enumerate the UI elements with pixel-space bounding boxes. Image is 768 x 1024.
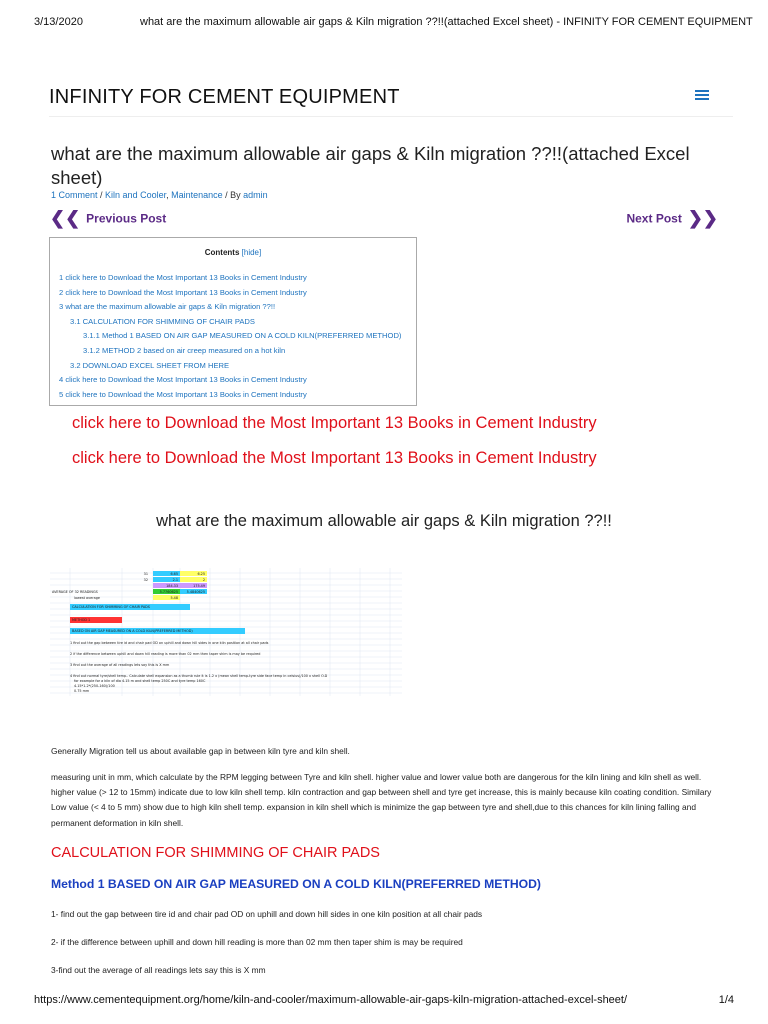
next-post-link[interactable]: [626, 208, 718, 229]
toc-item[interactable]: 1 click here to Download the Most Important 13 Books in Cement Industry: [59, 273, 307, 282]
step-1: 1- find out the gap between tire id and chair pad OD on uphill and down hill sides in one kiln position at all chair pads: [51, 909, 483, 919]
sheet-cell: 1 find out the gap between tire id and chair pad OD on uphill and down hill sides in one kiln position at all chair pads: [70, 641, 269, 645]
print-date: 3/13/2020: [34, 16, 83, 28]
sheet-cell: 4.15*1.2*(250-160)/100: [74, 684, 115, 688]
sheet-cell: 6.65: [170, 572, 178, 576]
toc-item[interactable]: 3.1.1 Method 1 BASED ON AIR GAP MEASURED ON A COLD KILN(PREFERRED METHOD): [83, 331, 402, 341]
sheet-cell: 5.48: [170, 596, 178, 600]
meta-separator: /: [97, 190, 106, 200]
toc-item[interactable]: 3.1 CALCULATION FOR SHIMMING OF CHAIR PADS: [70, 316, 255, 326]
sheet-cell: 32: [143, 578, 148, 582]
sheet-cell: for example for a kiln of dia 4.15 m and shell temp 250C and tyre temp 160C: [74, 679, 206, 683]
download-books-link[interactable]: click here to Download the Most Important 13 Books in Cement Industry: [72, 449, 597, 467]
double-chevron-left-icon: ❮❮: [50, 208, 81, 228]
previous-post-link[interactable]: [50, 208, 166, 229]
print-page-title: what are the maximum allowable air gaps & Kiln migration ??!!(attached Excel sheet) - INFINITY FOR CEMENT EQUIPMENT: [140, 16, 753, 28]
toc-item[interactable]: 3.1.2 METHOD 2 based on air creep measured on a hot kiln: [83, 345, 286, 355]
double-chevron-right-icon: ❯❯: [687, 208, 718, 228]
paragraph-measuring-unit: measuring unit in mm, which calculate by the RPM legging between Tyre and kiln shell. higher value and lower value both are dangerous for the kiln lining and kiln shell as well. higher value (> 12 to 15mm) indicate due to low kiln shell temp. kiln contraction and gap between shell and tyre get increase, this is mainly because kiln coating condition. Similary Low value (< 4 to 5 mm) show due to high kiln shell temp. expansion in kiln shell which is minimize the gap between tyre and shell,due to this chances for kiln lining falling and permanent deformation in kiln shell.: [51, 772, 712, 828]
meta-by: / By: [222, 190, 244, 200]
toc-hide-toggle[interactable]: [hide]: [241, 248, 262, 257]
post-title: what are the maximum allowable air gaps & Kiln migration ??!!(attached Excel sheet): [51, 143, 690, 188]
table-of-contents: [49, 237, 417, 406]
toc-item[interactable]: 3.2 DOWNLOAD EXCEL SHEET FROM HERE: [70, 360, 230, 370]
toc-item[interactable]: 3 what are the maximum allowable air gaps & Kiln migration ??!!: [59, 302, 276, 312]
sheet-cell: 2 if the difference between uphill and down hill reading is more than 02 mm then taper shim is may be required: [70, 652, 261, 656]
site-title[interactable]: INFINITY FOR CEMENT EQUIPMENT: [49, 86, 400, 108]
calculation-heading: CALCULATION FOR SHIMMING OF CHAIR PADS: [51, 845, 380, 861]
excel-sheet-image: [50, 568, 402, 696]
sheet-cell: BASED ON AIR GAP MEASURED ON A COLD KILN(PREFERRED METHOD): [72, 629, 193, 633]
print-url: https://www.cementequipment.org/home/kiln-and-cooler/maximum-allowable-air-gaps-kiln-migration-attached-excel-sheet/: [34, 994, 628, 1006]
toc-list: [50, 271, 416, 402]
step-3: 3-find out the average of all readings lets say this is X mm: [51, 965, 266, 975]
download-books-link[interactable]: click here to Download the Most Important 13 Books in Cement Industry: [72, 414, 597, 432]
post-meta: [51, 190, 268, 200]
toc-item[interactable]: 2 click here to Download the Most Important 13 Books in Cement Industry: [59, 287, 307, 297]
toc-item[interactable]: 5 click here to Download the Most Important 13 Books in Cement Industry: [59, 389, 307, 399]
comments-link[interactable]: 1 Comment: [51, 190, 98, 200]
sheet-cell: 2: [202, 578, 205, 582]
category-link-maintenance[interactable]: Maintenance: [171, 190, 223, 200]
sheet-cell: METHOD 1: [72, 618, 91, 622]
step-2: 2- if the difference between uphill and down hill reading is more than 02 mm then taper shim is may be required: [51, 937, 463, 947]
toc-header: [50, 248, 416, 257]
sheet-cell: 4 find out normal tyre/shell temp.. Calculate shell expansion as a thumb rule it is 1.2 x (mean shell temp-tyre side face temp in celsius)/100 x shell O.D: [70, 674, 328, 678]
sheet-cell: 0.75 mm: [74, 689, 90, 693]
site-header: [49, 80, 733, 117]
section-heading: what are the maximum allowable air gaps & Kiln migration ??!!: [156, 512, 612, 530]
category-link-kiln-and-cooler[interactable]: Kiln and Cooler: [105, 190, 167, 200]
next-post-label: Next Post: [626, 211, 682, 226]
sheet-cell: 184.33: [166, 584, 178, 588]
sheet-cell: CALCULATION FOR SHIMMING OF CHAIR PADS: [72, 605, 150, 609]
hamburger-menu-icon[interactable]: [695, 90, 709, 100]
sheet-cell: 5.7760625: [159, 590, 178, 594]
sheet-cell: 175.49: [193, 584, 205, 588]
meta-comma: ,: [166, 190, 172, 200]
previous-post-label: Previous Post: [86, 211, 167, 226]
sheet-cell: 6.25: [197, 572, 205, 576]
print-header: [0, 16, 768, 32]
paragraph-migration-intro: Generally Migration tell us about available gap in between kiln tyre and kiln shell.: [51, 746, 350, 756]
sheet-cell: 31: [143, 572, 148, 576]
sheet-cell: 3 find out the average of all readings lets say this is X mm: [70, 663, 170, 667]
print-page-number: 1/4: [718, 994, 734, 1006]
print-footer: [0, 994, 768, 1010]
method-1-heading: Method 1 BASED ON AIR GAP MEASURED ON A COLD KILN(PREFERRED METHOD): [51, 877, 541, 891]
sheet-cell: 5.4840625: [186, 590, 205, 594]
sheet-cell: AVERAGE OF 32 READINGS: [52, 590, 98, 594]
toc-title: Contents: [204, 248, 240, 257]
toc-item[interactable]: 4 click here to Download the Most Important 13 Books in Cement Industry: [59, 375, 307, 385]
author-link[interactable]: admin: [243, 190, 268, 200]
sheet-cell: 2.1: [172, 578, 178, 582]
sheet-cell: lowest average: [74, 596, 100, 600]
